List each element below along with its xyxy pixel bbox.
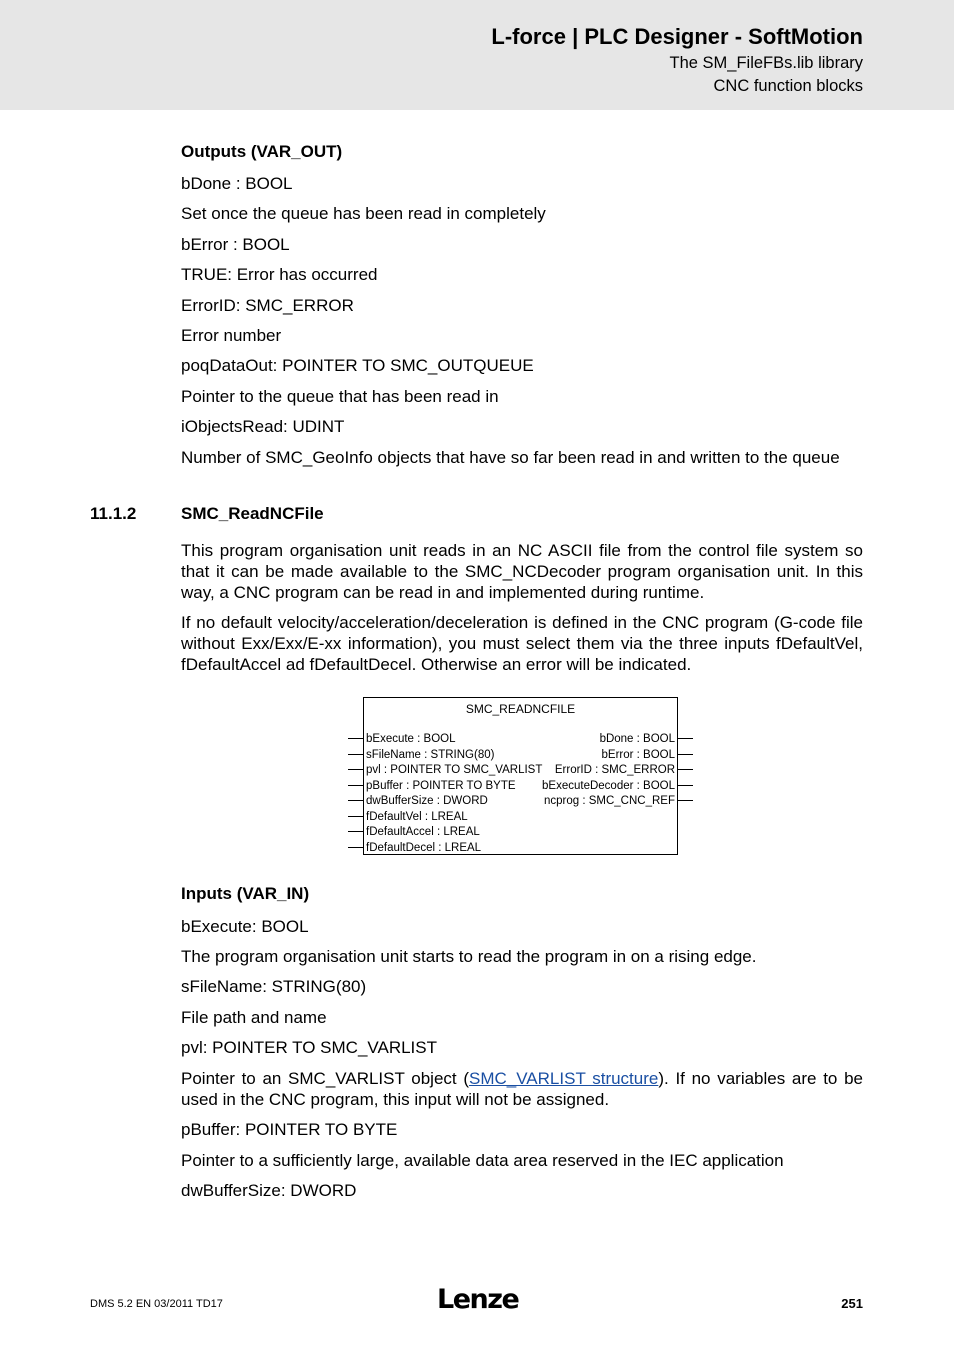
function-block-title: SMC_READNCFILE [465, 702, 576, 716]
fb-input-lead [348, 769, 363, 770]
fb-input-fdefaultvel: fDefaultVel : LREAL [366, 811, 468, 823]
output-bdone-desc: Set once the queue has been read in completely [181, 204, 546, 223]
lenze-logo: Lenze [437, 1284, 519, 1315]
section-number: 11.1.2 [90, 504, 137, 523]
output-berror: bError : BOOL [181, 235, 290, 254]
output-poqdataout: poqDataOut: POINTER TO SMC_OUTQUEUE [181, 356, 534, 375]
input-bexecute: bExecute: BOOL [181, 917, 309, 936]
fb-input-lead [348, 785, 363, 786]
input-pbuffer-desc: Pointer to a sufficiently large, available data area reserved in the IEC application [181, 1151, 784, 1170]
output-errorid-desc: Error number [181, 326, 282, 345]
fb-input-fdefaultdecel: fDefaultDecel : LREAL [366, 842, 482, 854]
section-paragraph-2: If no default velocity/acceleration/deceleration is defined in the CNC program (G-code file without Exx/Exx/E-xx information), you must select them via the three inputs fDefaultVel, fDefaultAccel ad fDefaultDecel. Otherwise an error will be indicated. [181, 613, 863, 674]
fb-input-pbuffer: pBuffer : POINTER TO BYTE [366, 780, 516, 792]
document-title: L-force | PLC Designer - SoftMotion [491, 24, 863, 49]
fb-input-dwbuffersize: dwBufferSize : DWORD [366, 795, 488, 807]
fb-output-ncprog: ncprog : SMC_CNC_REF [543, 795, 675, 807]
function-block-box [363, 697, 678, 855]
fb-output-lead [678, 738, 693, 739]
input-sfilename: sFileName: STRING(80) [181, 977, 367, 996]
fb-input-lead [348, 831, 363, 832]
page-number: 251 [841, 1296, 863, 1311]
fb-input-lead [348, 847, 363, 848]
fb-output-lead [678, 754, 693, 755]
input-bexecute-desc: The program organisation unit starts to read the program in on a rising edge. [181, 947, 757, 966]
input-pbuffer: pBuffer: POINTER TO BYTE [181, 1120, 398, 1139]
fb-output-bexecutedecoder: bExecuteDecoder : BOOL [542, 780, 675, 792]
output-iobjectsread-desc: Number of SMC_GeoInfo objects that have so far been read in and written to the queue [181, 448, 840, 467]
input-pvl: pvl: POINTER TO SMC_VARLIST [181, 1038, 438, 1057]
input-pvl-desc-end: ). If no variables are to be used in the CNC program, this input will not be assigned. [181, 1069, 863, 1109]
fb-input-sfilename: sFileName : STRING(80) [366, 749, 495, 761]
output-bdone: bDone : BOOL [181, 174, 293, 193]
fb-input-pvl: pvl : POINTER TO SMC_VARLIST [366, 764, 543, 776]
fb-input-fdefaultaccel: fDefaultAccel : LREAL [366, 826, 480, 838]
header-library: The SM_FileFBs.lib library [669, 54, 863, 72]
output-poqdataout-desc: Pointer to the queue that has been read in [181, 387, 499, 406]
section-title: SMC_ReadNCFile [181, 504, 324, 523]
fb-input-lead [348, 800, 363, 801]
fb-output-lead [678, 769, 693, 770]
output-berror-desc: TRUE: Error has occurred [181, 265, 378, 284]
input-pvl-desc-start: Pointer to an SMC_VARLIST object ( [181, 1069, 469, 1088]
fb-output-lead [678, 800, 693, 801]
fb-output-errorid: ErrorID : SMC_ERROR [554, 764, 675, 776]
input-sfilename-desc: File path and name [181, 1008, 327, 1027]
fb-output-lead [678, 785, 693, 786]
fb-output-berror: bError : BOOL [601, 749, 675, 761]
footer-doc-id: DMS 5.2 EN 03/2011 TD17 [90, 1298, 223, 1310]
input-pvl-desc [181, 1068, 863, 1110]
outputs-heading: Outputs (VAR_OUT) [181, 142, 343, 161]
output-iobjectsread: iObjectsRead: UDINT [181, 417, 345, 436]
function-block-diagram [340, 696, 700, 860]
header-chapter: CNC function blocks [713, 77, 863, 95]
input-dwbuffersize: dwBufferSize: DWORD [181, 1181, 357, 1200]
fb-input-lead [348, 738, 363, 739]
section-paragraph-1: This program organisation unit reads in an NC ASCII file from the control file system so that it can be made available to the SMC_NCDecoder program organisation unit. In this way, a CNC program can be read in and implemented during runtime. [181, 541, 863, 602]
fb-output-bdone: bDone : BOOL [599, 733, 675, 745]
smc-varlist-structure-link[interactable]: SMC_VARLIST structure [469, 1069, 659, 1088]
fb-input-lead [348, 754, 363, 755]
output-errorid: ErrorID: SMC_ERROR [181, 296, 354, 315]
fb-input-bexecute: bExecute : BOOL [366, 733, 456, 745]
page-header [0, 0, 954, 110]
fb-input-lead [348, 816, 363, 817]
inputs-heading: Inputs (VAR_IN) [181, 884, 310, 903]
